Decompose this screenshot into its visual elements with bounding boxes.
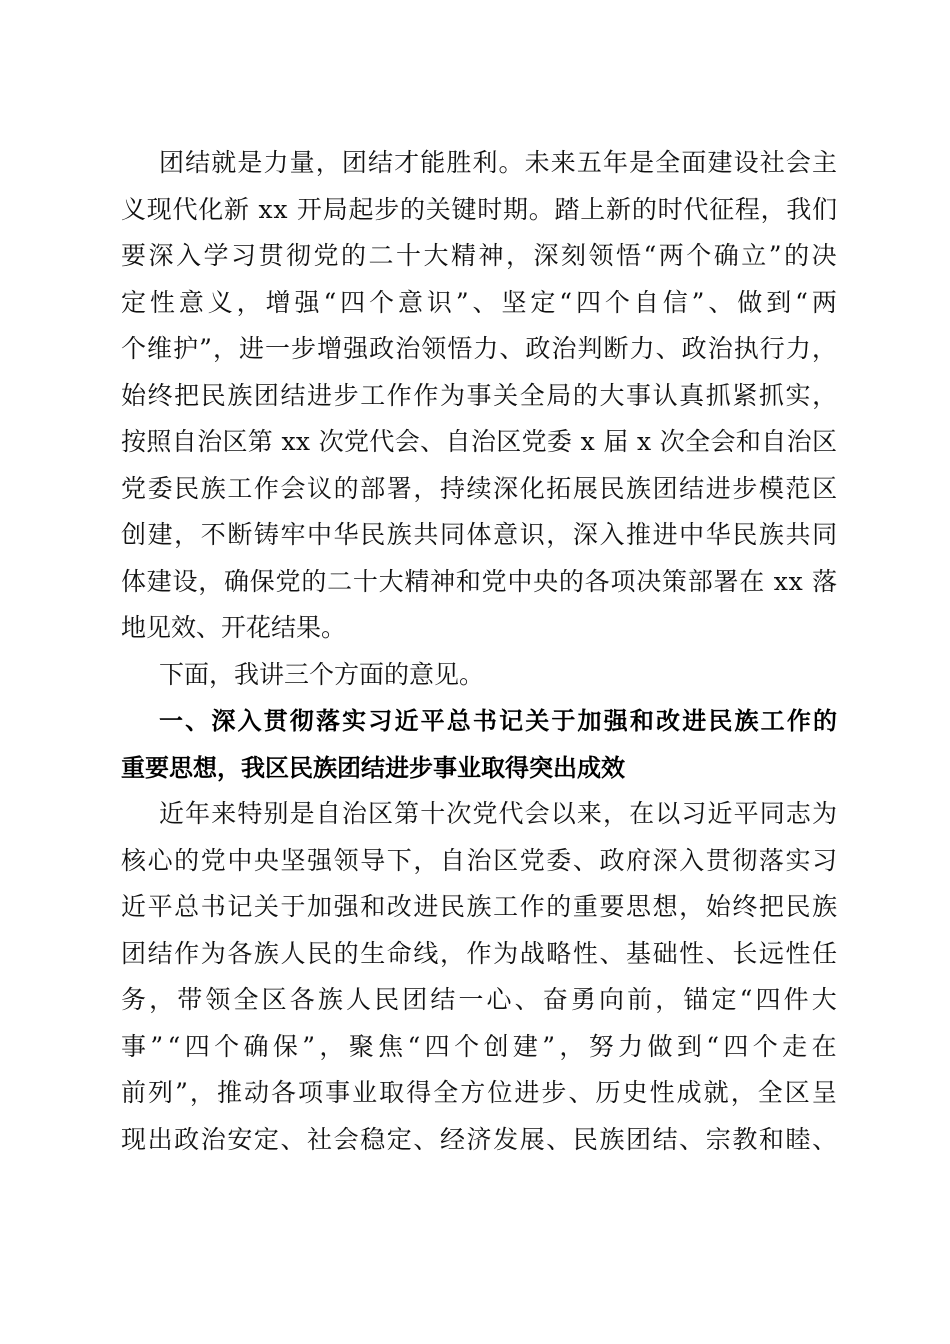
document-body xyxy=(121,140,841,1163)
text-line: 定性意义，增强“四个意识”、坚定“四个自信”、做到“两 xyxy=(121,287,841,317)
text-line: 事”“四个确保”，聚焦“四个创建”，努力做到“四个走在 xyxy=(121,1031,841,1061)
text-line: 团结作为各族人民的生命线，作为战略性、基础性、长远性任 xyxy=(121,938,839,968)
text-line: 近平总书记关于加强和改进民族工作的重要思想，始终把民族 xyxy=(121,892,839,921)
paragraph-achievements xyxy=(121,791,841,1163)
text-line: 体建设，确保党的二十大精神和党中央的各项决策部署在 xx 落 xyxy=(121,566,838,596)
heading-line: 一、深入贯彻落实习近平总书记关于加强和改进民族工作的 xyxy=(159,707,840,735)
text-line: 现出政治安定、社会稳定、经济发展、民族团结、宗教和睦、 xyxy=(121,1124,839,1154)
text-line: 前列”，推动各项事业取得全方位进步、历史性成就，全区呈 xyxy=(121,1078,839,1107)
text-line: 始终把民族团结进步工作作为事关全局的大事认真抓紧抓实， xyxy=(121,380,839,410)
text-line: 个维护”，进一步增强政治领悟力、政治判断力、政治执行力， xyxy=(121,334,838,363)
text-line: 下面，我讲三个方面的意见。 xyxy=(159,659,485,689)
paragraph-intro xyxy=(121,140,841,652)
text-line: 近年来特别是自治区第十次党代会以来，在以习近平同志为 xyxy=(159,799,839,828)
paragraph-outline xyxy=(121,652,837,699)
text-line: 创建，不断铸牢中华民族共同体意识，深入推进中华民族共同 xyxy=(121,520,839,549)
section-heading xyxy=(121,698,840,791)
text-line: 要深入学习贯彻党的二十大精神，深刻领悟“两个确立”的决 xyxy=(121,241,840,270)
text-line: 地见效、开花结果。 xyxy=(121,613,347,642)
text-line: 团结就是力量，团结才能胜利。未来五年是全面建设社会主 xyxy=(159,148,839,177)
text-line: 核心的党中央坚强领导下，自治区党委、政府深入贯彻落实习 xyxy=(121,845,839,875)
text-line: 义现代化新 xx 开局起步的关键时期。踏上新的时代征程，我们 xyxy=(121,194,838,224)
text-line: 党委民族工作会议的部署，持续深化拓展民族团结进步模范区 xyxy=(121,473,839,503)
text-line: 务，带领全区各族人民团结一心、奋勇向前，锚定“四件大 xyxy=(121,985,840,1014)
text-line: 按照自治区第 xx 次党代会、自治区党委 x 届 x 次全会和自治区 xyxy=(121,427,838,456)
heading-line: 重要思想，我区民族团结进步事业取得突出成效 xyxy=(121,753,625,782)
